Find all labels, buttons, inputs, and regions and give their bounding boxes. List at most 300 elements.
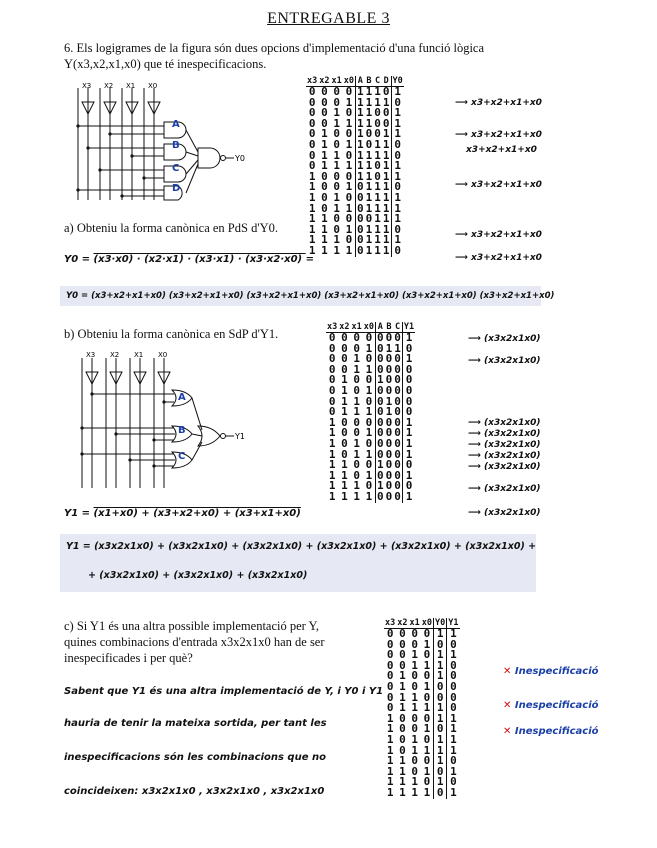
- table-cell: 1: [411, 658, 418, 672]
- table-cell: 1: [391, 204, 404, 215]
- table-cell: 1: [328, 436, 336, 450]
- table-cell: 1: [434, 777, 447, 788]
- table-cell: 1: [365, 426, 373, 440]
- expr-a-term: (x3·x2·x0): [245, 254, 303, 265]
- table-cell: 1: [402, 333, 415, 344]
- table-cell: 1: [365, 243, 373, 257]
- table-cell: 0: [394, 405, 401, 419]
- table-cell: 1: [434, 629, 447, 640]
- table-cell: 0: [365, 373, 373, 387]
- table-cell: 1: [391, 129, 404, 140]
- table-cell: 1: [386, 754, 394, 768]
- table-cell: 1: [308, 233, 316, 247]
- part-b-expression: Y1 = (x1+x0) + (x3+x2+x0) + (x3+x1+x0): [64, 508, 301, 519]
- table-cell: 0: [365, 479, 373, 493]
- table-cell: 1: [365, 106, 373, 120]
- table-cell: 1: [386, 743, 394, 757]
- table-cell: 0: [365, 458, 373, 472]
- problem-line-1: 6. Els logigrames de la figura són dues opcions d'implementació d'una funció lògica: [64, 41, 485, 55]
- table-cell: 0: [411, 754, 418, 768]
- table-cell: 1: [402, 418, 415, 429]
- table-cell: 1: [399, 764, 406, 778]
- table-cell: 1: [447, 650, 460, 661]
- table-cell: 1: [333, 243, 340, 257]
- table-cell: 0: [434, 724, 447, 735]
- table-cell: 0: [333, 127, 340, 141]
- answer-b-line-2: + (x3x2x1x0) + (x3x2x1x0) + (x3x2x1x0): [88, 570, 308, 581]
- table-cell: 0: [391, 225, 404, 236]
- table-cell: 0: [391, 140, 404, 151]
- table-row: [384, 671, 460, 682]
- table-cell: 0: [328, 362, 336, 376]
- table-cell: 0: [377, 383, 384, 397]
- table-cell: 0: [394, 447, 401, 461]
- table-cell: 1: [386, 775, 394, 789]
- table-cell: 0: [386, 679, 394, 693]
- table-cell: 1: [391, 172, 404, 183]
- table-cell: 1: [365, 383, 373, 397]
- table-cell: 1: [394, 341, 401, 355]
- table-cell: 1: [377, 479, 384, 493]
- table-cell: 0: [394, 458, 401, 472]
- table-cell: 1: [399, 775, 406, 789]
- table-header: x2: [339, 322, 350, 332]
- table-row: [384, 650, 460, 661]
- table-cell: 0: [385, 362, 393, 376]
- x-mark-icon: ✕: [503, 666, 512, 677]
- input-label-x1: X1: [134, 351, 144, 359]
- part-c-answer-line-1: Sabent que Y1 és una altra implementació de Y, i Y0 i Y1: [64, 686, 384, 697]
- input-label-x0: X0: [158, 351, 168, 359]
- table-header: C: [393, 322, 402, 333]
- table-cell: 1: [374, 201, 381, 215]
- part-a-answer: [60, 286, 555, 306]
- table-row: [384, 746, 460, 757]
- part-c-line-2: quines combinacions d'entrada x3x2x1x0 han de ser: [64, 635, 325, 649]
- problem-line-2: Y(x3,x2,x1,x0) que té inespecificacions.: [64, 57, 267, 71]
- table-cell: 0: [333, 212, 340, 226]
- table-cell: 0: [308, 85, 316, 98]
- table-cell: 1: [385, 394, 393, 408]
- table-cell: 0: [399, 637, 406, 651]
- table-cell: 0: [385, 415, 393, 429]
- table-cell: 1: [385, 341, 393, 355]
- table-cell: 0: [328, 341, 336, 355]
- table-header: x2: [397, 618, 408, 628]
- table-cell: 0: [394, 426, 401, 440]
- table-cell: 1: [391, 193, 404, 204]
- table-cell: 0: [353, 415, 360, 429]
- logic-diagram-y1: [72, 350, 252, 490]
- table-cell: 1: [328, 426, 336, 440]
- table-cell: 0: [402, 365, 415, 376]
- part-a-question: a) Obteniu la forma canònica en PdS d'Y0.: [64, 221, 278, 235]
- table-cell: 0: [377, 341, 384, 355]
- table-cell: 0: [447, 671, 460, 682]
- table-header: Y0: [392, 76, 403, 86]
- table-cell: 1: [357, 95, 364, 109]
- table-cell: 0: [386, 701, 394, 715]
- table-header: x1: [331, 76, 342, 86]
- table-cell: 1: [411, 701, 418, 715]
- table-cell: 1: [391, 161, 404, 172]
- logic-diagram-y0: [68, 82, 248, 202]
- table-cell: 1: [328, 415, 336, 429]
- table-row: [384, 703, 460, 714]
- input-label-x3: X3: [86, 351, 96, 359]
- table-cell: 1: [382, 243, 390, 257]
- table-cell: 0: [411, 764, 418, 778]
- table-cell: 0: [447, 703, 460, 714]
- gate-label-a: A: [178, 392, 186, 403]
- table-cell: 0: [394, 331, 401, 344]
- table-cell: 1: [308, 180, 316, 194]
- table-cell: 0: [386, 690, 394, 704]
- table-cell: 0: [402, 386, 415, 397]
- table-cell: 0: [365, 436, 373, 450]
- table-cell: 1: [333, 148, 340, 162]
- table-cell: 1: [328, 489, 336, 503]
- table-cell: 1: [374, 243, 381, 257]
- table-cell: 0: [353, 458, 360, 472]
- table-cell: 0: [386, 627, 394, 640]
- table-cell: 0: [377, 394, 384, 408]
- table-cell: 0: [353, 468, 360, 482]
- table-cell: 1: [377, 373, 384, 387]
- table-cell: 1: [382, 127, 390, 141]
- table-cell: 1: [399, 754, 406, 768]
- table-cell: 0: [399, 722, 406, 736]
- table-cell: 1: [382, 190, 390, 204]
- table-cell: 1: [411, 743, 418, 757]
- table-cell: 0: [447, 640, 460, 651]
- answer-a-term: (x3+x2+x1+x0): [401, 291, 477, 301]
- table-cell: 0: [333, 95, 340, 109]
- x-mark-icon: ✕: [503, 700, 512, 711]
- table-cell: 1: [353, 489, 360, 503]
- table-cell: 0: [423, 690, 431, 704]
- table-header: x2: [319, 76, 330, 86]
- table-cell: 1: [341, 458, 348, 472]
- annotation-b-7: ⟶ (x3x2x1x0): [468, 462, 541, 472]
- table-cell: 1: [434, 650, 447, 661]
- table-header: x3: [307, 76, 318, 86]
- table-cell: 0: [321, 116, 328, 130]
- table-cell: 1: [386, 785, 394, 799]
- table-cell: 1: [382, 222, 390, 236]
- table-cell: 1: [374, 148, 381, 162]
- table-cell: 1: [357, 169, 364, 183]
- table-cell: 1: [423, 679, 431, 693]
- table-cell: 0: [394, 352, 401, 366]
- table-header: Y0: [435, 618, 446, 628]
- input-label-x3: X3: [82, 82, 92, 90]
- table-cell: 1: [345, 180, 353, 194]
- table-cell: 0: [382, 106, 390, 120]
- output-label-y0: Y0: [235, 154, 245, 163]
- table-cell: 0: [365, 212, 373, 226]
- table-cell: 1: [308, 201, 316, 215]
- table-cell: 0: [447, 682, 460, 693]
- table-cell: 1: [411, 690, 418, 704]
- table-cell: 1: [423, 637, 431, 651]
- table-header: D: [382, 76, 391, 87]
- table-cell: 0: [382, 85, 390, 98]
- table-cell: 0: [333, 137, 340, 151]
- expr-a-term: (x3·x0): [93, 254, 134, 265]
- table-cell: 1: [353, 447, 360, 461]
- table-cell: 0: [357, 222, 364, 236]
- table-cell: 0: [328, 383, 336, 397]
- table-cell: 0: [402, 397, 415, 408]
- expr-b-lhs: Y1 =: [64, 508, 91, 519]
- table-cell: 1: [353, 436, 360, 450]
- table-cell: 0: [377, 426, 384, 440]
- table-row: [306, 246, 404, 257]
- table-cell: 1: [321, 137, 328, 151]
- table-cell: 1: [365, 222, 373, 236]
- table-cell: 0: [402, 344, 415, 355]
- table-cell: 1: [308, 212, 316, 226]
- truth-table-y1: [326, 322, 415, 503]
- table-cell: 1: [341, 373, 348, 387]
- annotation-b-3: ⟶ (x3x2x1x0): [468, 418, 541, 428]
- part-c-line-1: c) Si Y1 és una altra possible implementació per Y,: [64, 619, 320, 633]
- table-cell: 1: [402, 450, 415, 461]
- table-cell: 0: [399, 743, 406, 757]
- table-cell: 1: [365, 201, 373, 215]
- table-cell: 0: [341, 426, 348, 440]
- table-cell: 1: [447, 629, 460, 640]
- table-cell: 0: [321, 85, 328, 98]
- table-cell: 1: [434, 703, 447, 714]
- table-cell: 1: [386, 722, 394, 736]
- table-cell: 1: [382, 201, 390, 215]
- table-cell: 0: [394, 468, 401, 482]
- table-cell: 0: [333, 180, 340, 194]
- table-header: A: [356, 76, 365, 87]
- table-cell: 0: [386, 637, 394, 651]
- table-cell: 1: [391, 214, 404, 225]
- table-cell: 0: [434, 693, 447, 704]
- table-cell: 1: [365, 190, 373, 204]
- table-cell: 0: [341, 331, 348, 344]
- table-cell: 0: [394, 436, 401, 450]
- table-cell: 0: [386, 658, 394, 672]
- table-cell: 1: [434, 746, 447, 757]
- table-header: B: [386, 322, 392, 332]
- table-cell: 1: [345, 222, 353, 236]
- table-cell: 0: [328, 394, 336, 408]
- table-cell: 1: [434, 661, 447, 672]
- table-cell: 0: [423, 669, 431, 683]
- answer-a-term: (x3+x2+x1+x0): [246, 291, 322, 301]
- table-cell: 1: [447, 735, 460, 746]
- table-cell: 1: [399, 679, 406, 693]
- part-b-question: b) Obteniu la forma canònica en SdP d'Y1.: [64, 327, 279, 341]
- table-cell: 1: [357, 159, 364, 173]
- table-cell: 0: [341, 362, 348, 376]
- table-cell: 0: [333, 85, 340, 98]
- annotation-b-2: ⟶ (x3x2x1x0): [468, 356, 541, 366]
- table-cell: 1: [399, 701, 406, 715]
- table-cell: 0: [385, 447, 393, 461]
- annotation-a-4: ⟶ x3+x2+x1+x0: [455, 180, 542, 190]
- gate-label-c: C: [172, 163, 180, 174]
- table-cell: 0: [385, 383, 393, 397]
- table-cell: 0: [399, 732, 406, 746]
- table-cell: 0: [321, 201, 328, 215]
- table-cell: 1: [353, 362, 360, 376]
- table-row: [326, 492, 415, 503]
- table-header: x0: [363, 322, 374, 332]
- table-cell: 0: [447, 777, 460, 788]
- table-cell: 1: [341, 405, 348, 419]
- table-cell: 0: [357, 243, 364, 257]
- table-cell: 0: [308, 106, 316, 120]
- table-cell: 0: [394, 373, 401, 387]
- table-cell: 1: [365, 116, 373, 130]
- table-cell: 1: [434, 714, 447, 725]
- annotation-b-1: ⟶ (x3x2x1x0): [468, 334, 541, 344]
- part-c-answer-line-4: coincideixen: x3x2x1x0 , x3x2x1x0 , x3x2x1x0: [64, 786, 325, 797]
- table-cell: 0: [321, 106, 328, 120]
- table-row: [384, 777, 460, 788]
- table-cell: 1: [402, 354, 415, 365]
- table-cell: 1: [382, 148, 390, 162]
- table-cell: 1: [374, 190, 381, 204]
- table-row: [384, 714, 460, 725]
- table-cell: 1: [402, 471, 415, 482]
- expr-b-term: (x3+x2+x0): [153, 508, 220, 519]
- table-cell: 1: [411, 732, 418, 746]
- table-cell: 1: [365, 447, 373, 461]
- table-cell: 0: [391, 246, 404, 257]
- mark-inespecificacio-3: ✕ Inespecificació: [503, 726, 599, 737]
- output-label-y1: Y1: [235, 432, 245, 441]
- table-cell: 0: [374, 169, 381, 183]
- table-cell: 0: [353, 331, 360, 344]
- table-cell: 0: [423, 732, 431, 746]
- table-cell: 1: [353, 405, 360, 419]
- table-cell: 1: [365, 468, 373, 482]
- table-cell: 1: [321, 212, 328, 226]
- table-cell: 0: [345, 85, 353, 98]
- table-cell: 1: [423, 743, 431, 757]
- table-cell: 1: [333, 159, 340, 173]
- table-header: B: [366, 76, 372, 86]
- table-cell: 1: [345, 243, 353, 257]
- table-cell: 0: [394, 489, 401, 503]
- table-cell: 1: [382, 159, 390, 173]
- expr-a-term: (x3·x1): [194, 254, 235, 265]
- table-cell: 0: [385, 436, 393, 450]
- table-cell: 0: [308, 116, 316, 130]
- table-cell: 0: [341, 352, 348, 366]
- table-cell: 0: [377, 447, 384, 461]
- table-cell: 1: [333, 233, 340, 247]
- table-cell: 0: [365, 137, 373, 151]
- table-cell: 0: [365, 127, 373, 141]
- table-cell: 1: [321, 127, 328, 141]
- table-cell: 1: [423, 701, 431, 715]
- table-cell: 0: [434, 640, 447, 651]
- table-row: [384, 661, 460, 672]
- answer-b-line-1: Y1 = (x3x2x1x0) + (x3x2x1x0) + (x3x2x1x0) + (x3x2x1x0) + (x3x2x1x0) + (x3x2x1x0) +: [66, 541, 537, 552]
- table-cell: 0: [394, 415, 401, 429]
- table-cell: 1: [374, 233, 381, 247]
- table-cell: 0: [382, 116, 390, 130]
- table-cell: 1: [391, 235, 404, 246]
- table-cell: 1: [386, 732, 394, 746]
- table-cell: 1: [365, 489, 373, 503]
- table-header: Y1: [403, 322, 415, 332]
- table-cell: 0: [377, 436, 384, 450]
- gate-label-b: B: [172, 140, 180, 151]
- table-cell: 1: [382, 180, 390, 194]
- table-cell: 0: [377, 331, 384, 344]
- table-cell: 1: [333, 106, 340, 120]
- table-cell: 1: [321, 148, 328, 162]
- table-cell: 0: [423, 648, 431, 662]
- table-cell: 1: [382, 137, 390, 151]
- table-cell: 0: [386, 669, 394, 683]
- table-cell: 0: [328, 373, 336, 387]
- expr-a-lhs: Y0 =: [64, 254, 91, 265]
- table-cell: 0: [394, 394, 401, 408]
- table-cell: 0: [365, 394, 373, 408]
- table-cell: 1: [382, 233, 390, 247]
- table-cell: 1: [402, 439, 415, 450]
- table-cell: 0: [353, 383, 360, 397]
- annotation-a-3: x3+x2+x1+x0: [466, 145, 537, 155]
- table-cell: 0: [385, 479, 393, 493]
- table-cell: 1: [447, 714, 460, 725]
- table-cell: 1: [423, 764, 431, 778]
- table-cell: 0: [423, 711, 431, 725]
- table-cell: 1: [345, 159, 353, 173]
- table-cell: 1: [399, 785, 406, 799]
- page-title: ENTREGABLE 3: [267, 10, 390, 27]
- table-cell: 0: [345, 233, 353, 247]
- table-cell: 1: [382, 169, 390, 183]
- table-cell: 1: [365, 159, 373, 173]
- gate-label-c: C: [178, 451, 186, 462]
- table-cell: 0: [357, 201, 364, 215]
- table-cell: 0: [321, 169, 328, 183]
- table-cell: 0: [385, 458, 393, 472]
- annotation-a-6: ⟶ x3+x2+x1+x0: [455, 253, 542, 263]
- table-cell: 0: [345, 190, 353, 204]
- table-cell: 0: [341, 436, 348, 450]
- table-cell: 1: [333, 116, 340, 130]
- table-cell: 1: [333, 201, 340, 215]
- table-cell: 1: [382, 212, 390, 226]
- table-cell: 0: [385, 468, 393, 482]
- table-cell: 0: [357, 233, 364, 247]
- table-cell: 1: [423, 785, 431, 799]
- table-cell: 1: [385, 405, 393, 419]
- table-cell: 1: [402, 492, 415, 503]
- table-cell: 1: [399, 690, 406, 704]
- table-cell: 1: [423, 658, 431, 672]
- table-cell: 1: [341, 468, 348, 482]
- table-cell: 0: [333, 222, 340, 236]
- table-cell: 0: [423, 754, 431, 768]
- truth-table-compare: [384, 618, 460, 799]
- table-cell: 0: [377, 489, 384, 503]
- table-cell: 0: [365, 331, 373, 344]
